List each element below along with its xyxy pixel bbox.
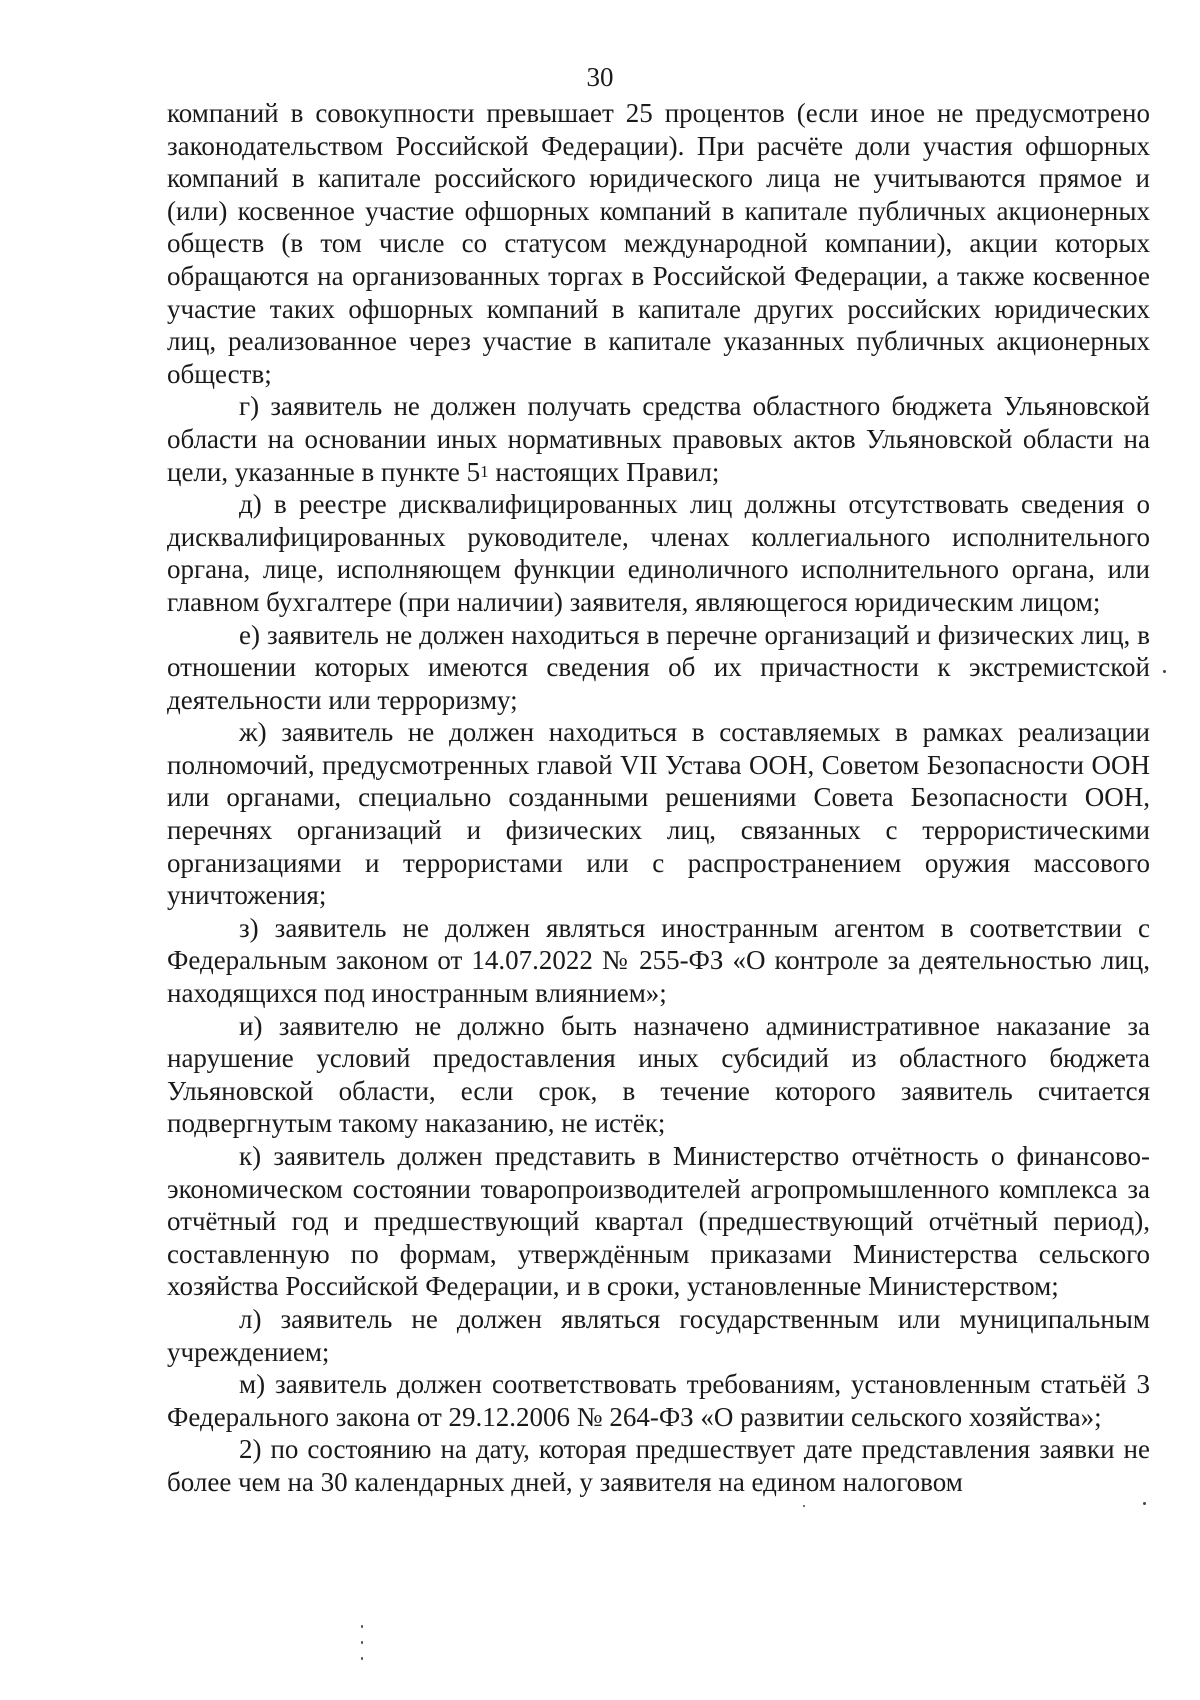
paragraph-text: и) заявителю не должно быть назначено административное наказание за нарушение условий предоставления иных субсидий из областного бюджета Ульяновской области, если срок, в течение которого заявитель считается подвергнутым такому наказанию, не истёк; — [167, 1010, 1150, 1139]
paragraph-text: д) в реестре дисквалифицированных лиц должны отсутствовать сведения о дисквалифицированных руководителе, членах коллегиального исполнительного органа, лице, исполняющем функции единоличного исполнительного органа, или главном бухгалтере (при наличии) заявителя, являющегося юридическим лицом; — [167, 489, 1150, 617]
paragraph-text: 2) по состоянию на дату, которая предшествует дате представления заявки не более чем на 30 календарных дней, у заявителя на едином налоговом — [167, 1434, 1150, 1497]
paragraph-text: з) заявитель не должен являться иностранным агентом в соответствии с Федеральным законом от 14.07.2022 № 255-ФЗ «О контроле за деятельностью лиц, находящихся под иностранным влиянием»; — [167, 912, 1150, 1009]
paragraph-text: л) заявитель не должен являться государственным или муниципальным учреждением; — [167, 1303, 1150, 1367]
paragraph-2 — [167, 1433, 1150, 1498]
scan-speck — [803, 1505, 805, 1507]
paragraph-i — [167, 1010, 1150, 1140]
paragraph-text-tail: настоящих Правил; — [488, 456, 720, 487]
scan-speck — [1143, 1502, 1146, 1505]
paragraph-d — [167, 488, 1150, 618]
scan-speck — [361, 1625, 363, 1628]
paragraph-e — [167, 619, 1150, 717]
scan-speck — [1163, 670, 1166, 673]
document-body — [167, 97, 1150, 1499]
page-number: 30 — [586, 62, 614, 92]
paragraph-m — [167, 1368, 1150, 1433]
paragraph-text: г) заявитель не должен получать средства областного бюджета Ульяновской области на основании иных нормативных правовых актов Ульяновской области на цели, указанные в пункте 5 — [167, 391, 1150, 487]
paragraph-g — [167, 390, 1150, 488]
paragraph-text: е) заявитель не должен находиться в перечне организаций и физических лиц, в отношении которых имеются сведения об их причастности к экстремистской деятельности или терроризму; — [167, 619, 1150, 715]
paragraph-continuation — [167, 97, 1150, 390]
paragraph-text: компаний в совокупности превышает 25 процентов (если иное не предусмотрено законодательством Российской Федерации). При расчёте доли участия офшорных компаний в капитале российского юридического лица не учитываются прямое и (или) косвенное участие офшорных компаний в капитале публичных акционерных обществ (в том числе со статусом международной компании), акции которых обращаются на организованных торгах в Российской Федерации, а также косвенное участие таких офшорных компаний в капитале других российских юридических лиц, реализованное через участие в капитале указанных публичных акционерных обществ; — [167, 98, 1150, 389]
paragraph-z — [167, 912, 1150, 1010]
paragraph-l — [167, 1303, 1150, 1368]
paragraph-text: к) заявитель должен представить в Министерство отчётность о финансово-экономическом состоянии товаропроизводителей агропромышленного комплекса за отчётный год и предшествующий квартал (предшествующий отчётный период), составленную по формам, утверждённым приказами Министерства сельского хозяйства Российской Федерации, и в сроки, установленные Министерством; — [167, 1141, 1150, 1302]
paragraph-text: ж) заявитель не должен находиться в составляемых в рамках реализации полномочий, предусмотренных главой VII Устава ООН, Советом Безопасности ООН или органами, специально созданными решениями Совета Безопасности ООН, перечнях организаций и физических лиц, связанных с террористическими организациями и террористами или с распространением оружия массового уничтожения; — [167, 717, 1150, 911]
paragraph-k — [167, 1140, 1150, 1303]
paragraph-text: м) заявитель должен соответствовать требованиям, установленным статьёй 3 Федерального закона от 29.12.2006 № 264-ФЗ «О развитии сельского хозяйства»; — [167, 1369, 1150, 1432]
scan-speck — [361, 1657, 363, 1660]
paragraph-zh — [167, 716, 1150, 912]
superscript: 1 — [480, 461, 489, 481]
scan-speck — [361, 1641, 363, 1644]
